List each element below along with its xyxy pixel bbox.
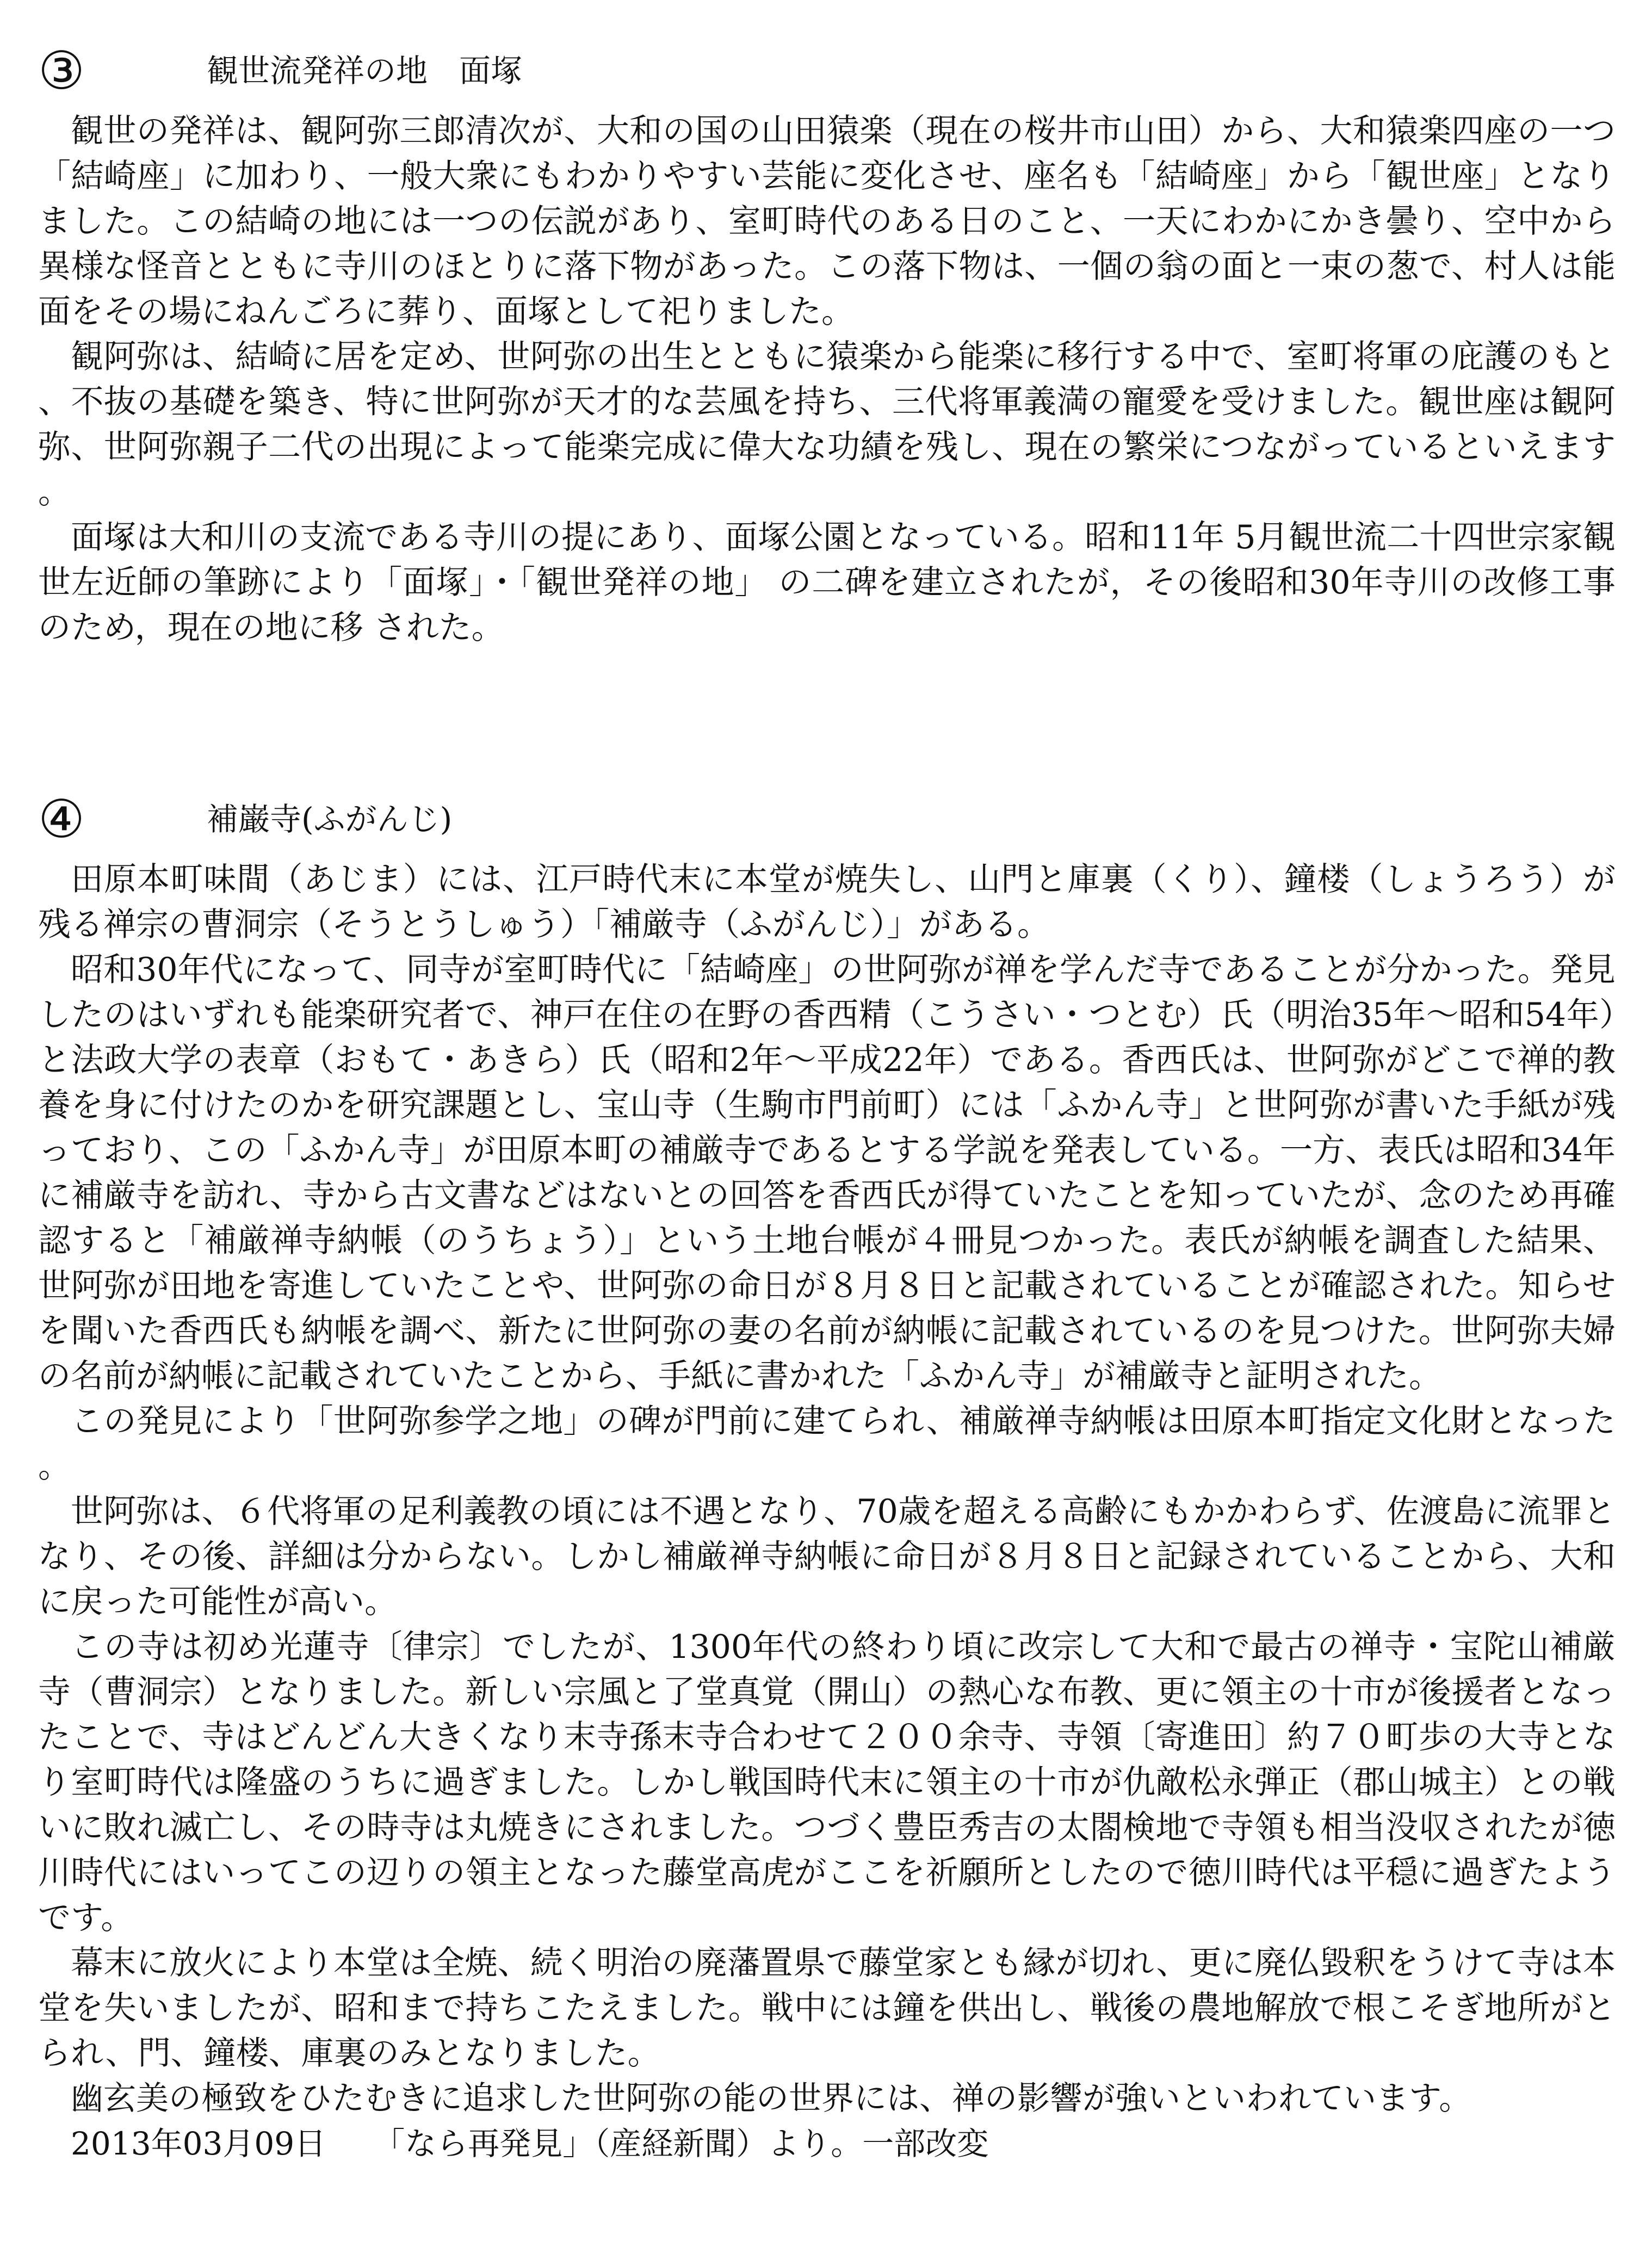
section-4-heading [38,787,1616,852]
section-3 [38,38,1616,651]
section-3-title: 観世流発祥の地 面塚 [207,52,523,89]
section-4-paragraph-3: この発見により「世阿弥参学之地」の碑が門前に建てられ、補厳禅寺納帳は田原本町指定文化財となった。 [38,1402,1616,1485]
section-4-title: 補巌寺(ふがんじ) [207,801,453,838]
section-3-number: ③ [38,40,85,101]
section-4-paragraph-6: 幕末に放火により本堂は全焼、続く明治の廃藩置県で藤堂家とも縁が切れ、更に廃仏毀釈をうけて寺は本堂を失いましたが、昭和まで持ちこたえました。戦中には鐘を供出し、戦後の農地解放で根こそぎ地所がとられ、門、鐘楼、庫裏のみとなりました。 [38,1944,1616,2072]
section-spacer [38,651,1616,787]
section-3-paragraph-2: 観阿弥は、結崎に居を定め、世阿弥の出生とともに猿楽から能楽に移行する中で、室町将軍の庇護のもと、不抜の基礎を築き、特に世阿弥が天才的な芸風を持ち、三代将軍義満の寵愛を受けました。観世座は観阿弥、世阿弥親子二代の出現によって能楽完成に偉大な功績を残し、現在の繁栄につながっているといえます。 [38,338,1616,511]
section-3-paragraph-1: 観世の発祥は、観阿弥三郎清次が、大和の国の山田猿楽（現在の桜井市山田）から、大和猿楽四座の一つ「結崎座」に加わり、一般大衆にもわかりやすい芸能に変化させ、座名も「結崎座」から「観世座」となりました。この結崎の地には一つの伝説があり、室町時代のある日のこと、一天にわかにかき曇り、空中から異様な怪音とともに寺川のほとりに落下物があった。この落下物は、一個の翁の面と一束の葱で、村人は能面をその場にねんごろに葬り、面塚として祀りました。 [38,112,1616,331]
section-4-number: ④ [38,789,85,850]
section-4-paragraph-1: 田原本町味間（あじま）には、江戸時代末に本堂が焼失し、山門と庫裏（くり）、鐘楼（しょうろう）が残る禅宗の曹洞宗（そうとうしゅう）「補厳寺（ふがんじ）」がある。 [38,860,1616,944]
section-3-paragraph-3: 面塚は大和川の支流である寺川の提にあり、面塚公園となっている。昭和11年 5月観世流二十四世宗家観世左近師の筆跡により「面塚」・「観世発祥の地」 の二碑を建立されたが，その後昭和30年寺川の改修工事のため，現在の地に移 された。 [38,518,1616,647]
source-citation: 2013年03月09日 「なら再発見」（産経新聞）より。一部改変 [71,2125,989,2162]
section-4 [38,787,1616,2166]
section-4-paragraph-5: この寺は初め光蓮寺〔律宗〕でしたが、1300年代の終わり頃に改宗して大和で最古の禅寺・宝陀山補厳寺（曹洞宗）となりました。新しい宗風と了堂真覚（開山）の熱心な布教、更に領主の十市が後援者となったことで、寺はどんどん大きくなり末寺孫末寺合わせて２００余寺、寺領〔寄進田〕約７０町歩の大寺となり室町時代は隆盛のうちに過ぎました。しかし戦国時代末に領主の十市が仇敵松永弾正（郡山城主）との戦いに敗れ滅亡し、その時寺は丸焼きにされました。つづく豊臣秀吉の太閤検地で寺領も相当没収されたが徳川時代にはいってこの辺りの領主となった藤堂高虎がここを祈願所としたので徳川時代は平穏に過ぎたようです。 [38,1628,1616,1937]
section-3-heading [38,38,1616,103]
section-4-paragraph-2: 昭和30年代になって、同寺が室町時代に「結崎座」の世阿弥が禅を学んだ寺であることが分かった。発見したのはいずれも能楽研究者で、神戸在住の在野の香西精（こうさい・つとむ）氏（明治35年～昭和54年）と法政大学の表章（おもて・あきら）氏（昭和2年～平成22年）である。香西氏は、世阿弥がどこで禅的教養を身に付けたのかを研究課題とし、宝山寺（生駒市門前町）には「ふかん寺」と世阿弥が書いた手紙が残っており、この「ふかん寺」が田原本町の補厳寺であるとする学説を発表している。一方、表氏は昭和34年に補厳寺を訪れ、寺から古文書などはないとの回答を香西氏が得ていたことを知っていたが、念のため再確認すると「補厳禅寺納帳（のうちょう）」という土地台帳が４冊見つかった。表氏が納帳を調査した結果、世阿弥が田地を寄進していたことや、世阿弥の命日が８月８日と記載されていることが確認された。知らせを聞いた香西氏も納帳を調べ、新たに世阿弥の妻の名前が納帳に記載されているのを見つけた。世阿弥夫婦の名前が納帳に記載されていたことから、手紙に書かれた「ふかん寺」が補厳寺と証明された。 [38,951,1616,1395]
section-4-paragraph-4: 世阿弥は、６代将軍の足利義教の頃には不遇となり、70歳を超える高齢にもかかわらず、佐渡島に流罪となり、その後、詳細は分からない。しかし補厳禅寺納帳に命日が８月８日と記録されていることから、大和に戻った可能性が高い。 [38,1493,1616,1621]
document-page [38,38,1616,2166]
section-4-paragraph-7: 幽玄美の極致をひたむきに追求した世阿弥の能の世界には、禅の影響が強いといわれています。 [71,2079,1472,2118]
